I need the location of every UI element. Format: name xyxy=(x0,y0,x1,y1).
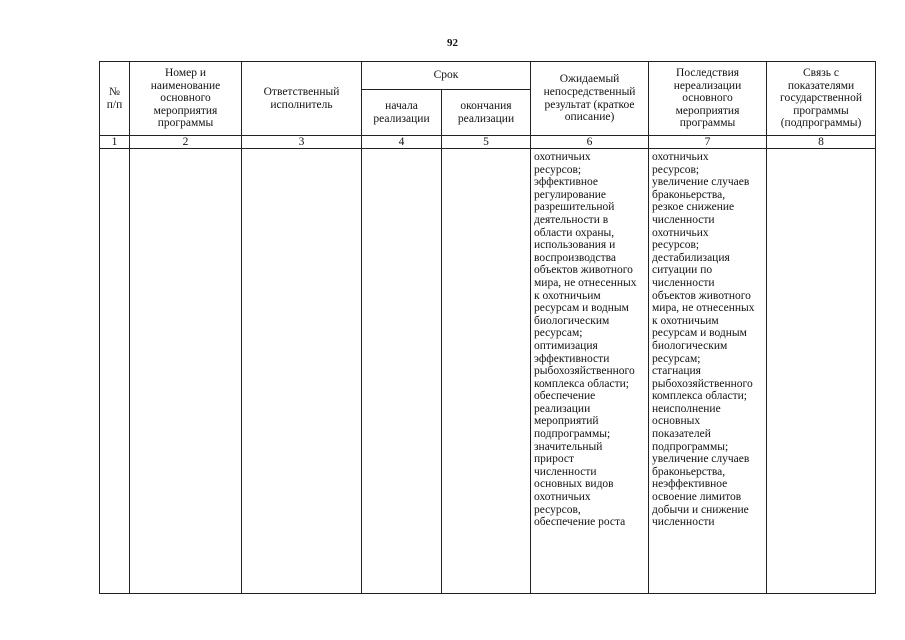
header-start: начала реализации xyxy=(362,90,442,136)
cell-activity-name xyxy=(130,149,242,594)
column-number: 8 xyxy=(767,136,876,149)
cell-end xyxy=(442,149,531,594)
column-number: 3 xyxy=(242,136,362,149)
header-number: № п/п xyxy=(100,62,130,136)
cell-number xyxy=(100,149,130,594)
column-number: 2 xyxy=(130,136,242,149)
page-number: 92 xyxy=(447,37,458,49)
header-consequences: Последствия нереализации основного мероприятия программы xyxy=(649,62,767,136)
column-number: 6 xyxy=(531,136,649,149)
cell-start xyxy=(362,149,442,594)
cell-executor xyxy=(242,149,362,594)
header-term: Срок xyxy=(362,62,531,90)
column-number: 5 xyxy=(442,136,531,149)
cell-expected-result: охотничьих ресурсов; эффективное регулирование разрешительной деятельности в области охраны, использования и воспроизводства объектов животного мира, не отнесенных к охотничьим ресурсам и водным биологическим ресурсам; оптимизация эффективности рыбохозяйственного комплекса области; обеспечение реализации мероприятий подпрограммы; значительный прирост численности основных видов охотничьих ресурсов, обеспечение роста xyxy=(531,149,649,594)
program-table xyxy=(99,61,876,594)
column-number: 4 xyxy=(362,136,442,149)
header-executor: Ответственный исполнитель xyxy=(242,62,362,136)
header-expected-result: Ожидаемый непосредственный результат (краткое описание) xyxy=(531,62,649,136)
cell-indicators-link xyxy=(767,149,876,594)
cell-consequences: охотничьих ресурсов; увеличение случаев браконьерства, резкое снижение численности охотничьих ресурсов; дестабилизация ситуации по численности объектов животного мира, не отнесенных к охотничьим ресурсам и водным биологическим ресурсам; стагнация рыбохозяйственного комплекса области; неисполнение основных показателей подпрограммы; увеличение случаев браконьерства, неэффективное освоение лимитов добычи и снижение численности xyxy=(649,149,767,594)
column-number: 7 xyxy=(649,136,767,149)
header-activity-name: Номер и наименование основного мероприятия программы xyxy=(130,62,242,136)
header-indicators-link: Связь с показателями государственной программы (подпрограммы) xyxy=(767,62,876,136)
column-number: 1 xyxy=(100,136,130,149)
header-end: окончания реализации xyxy=(442,90,531,136)
